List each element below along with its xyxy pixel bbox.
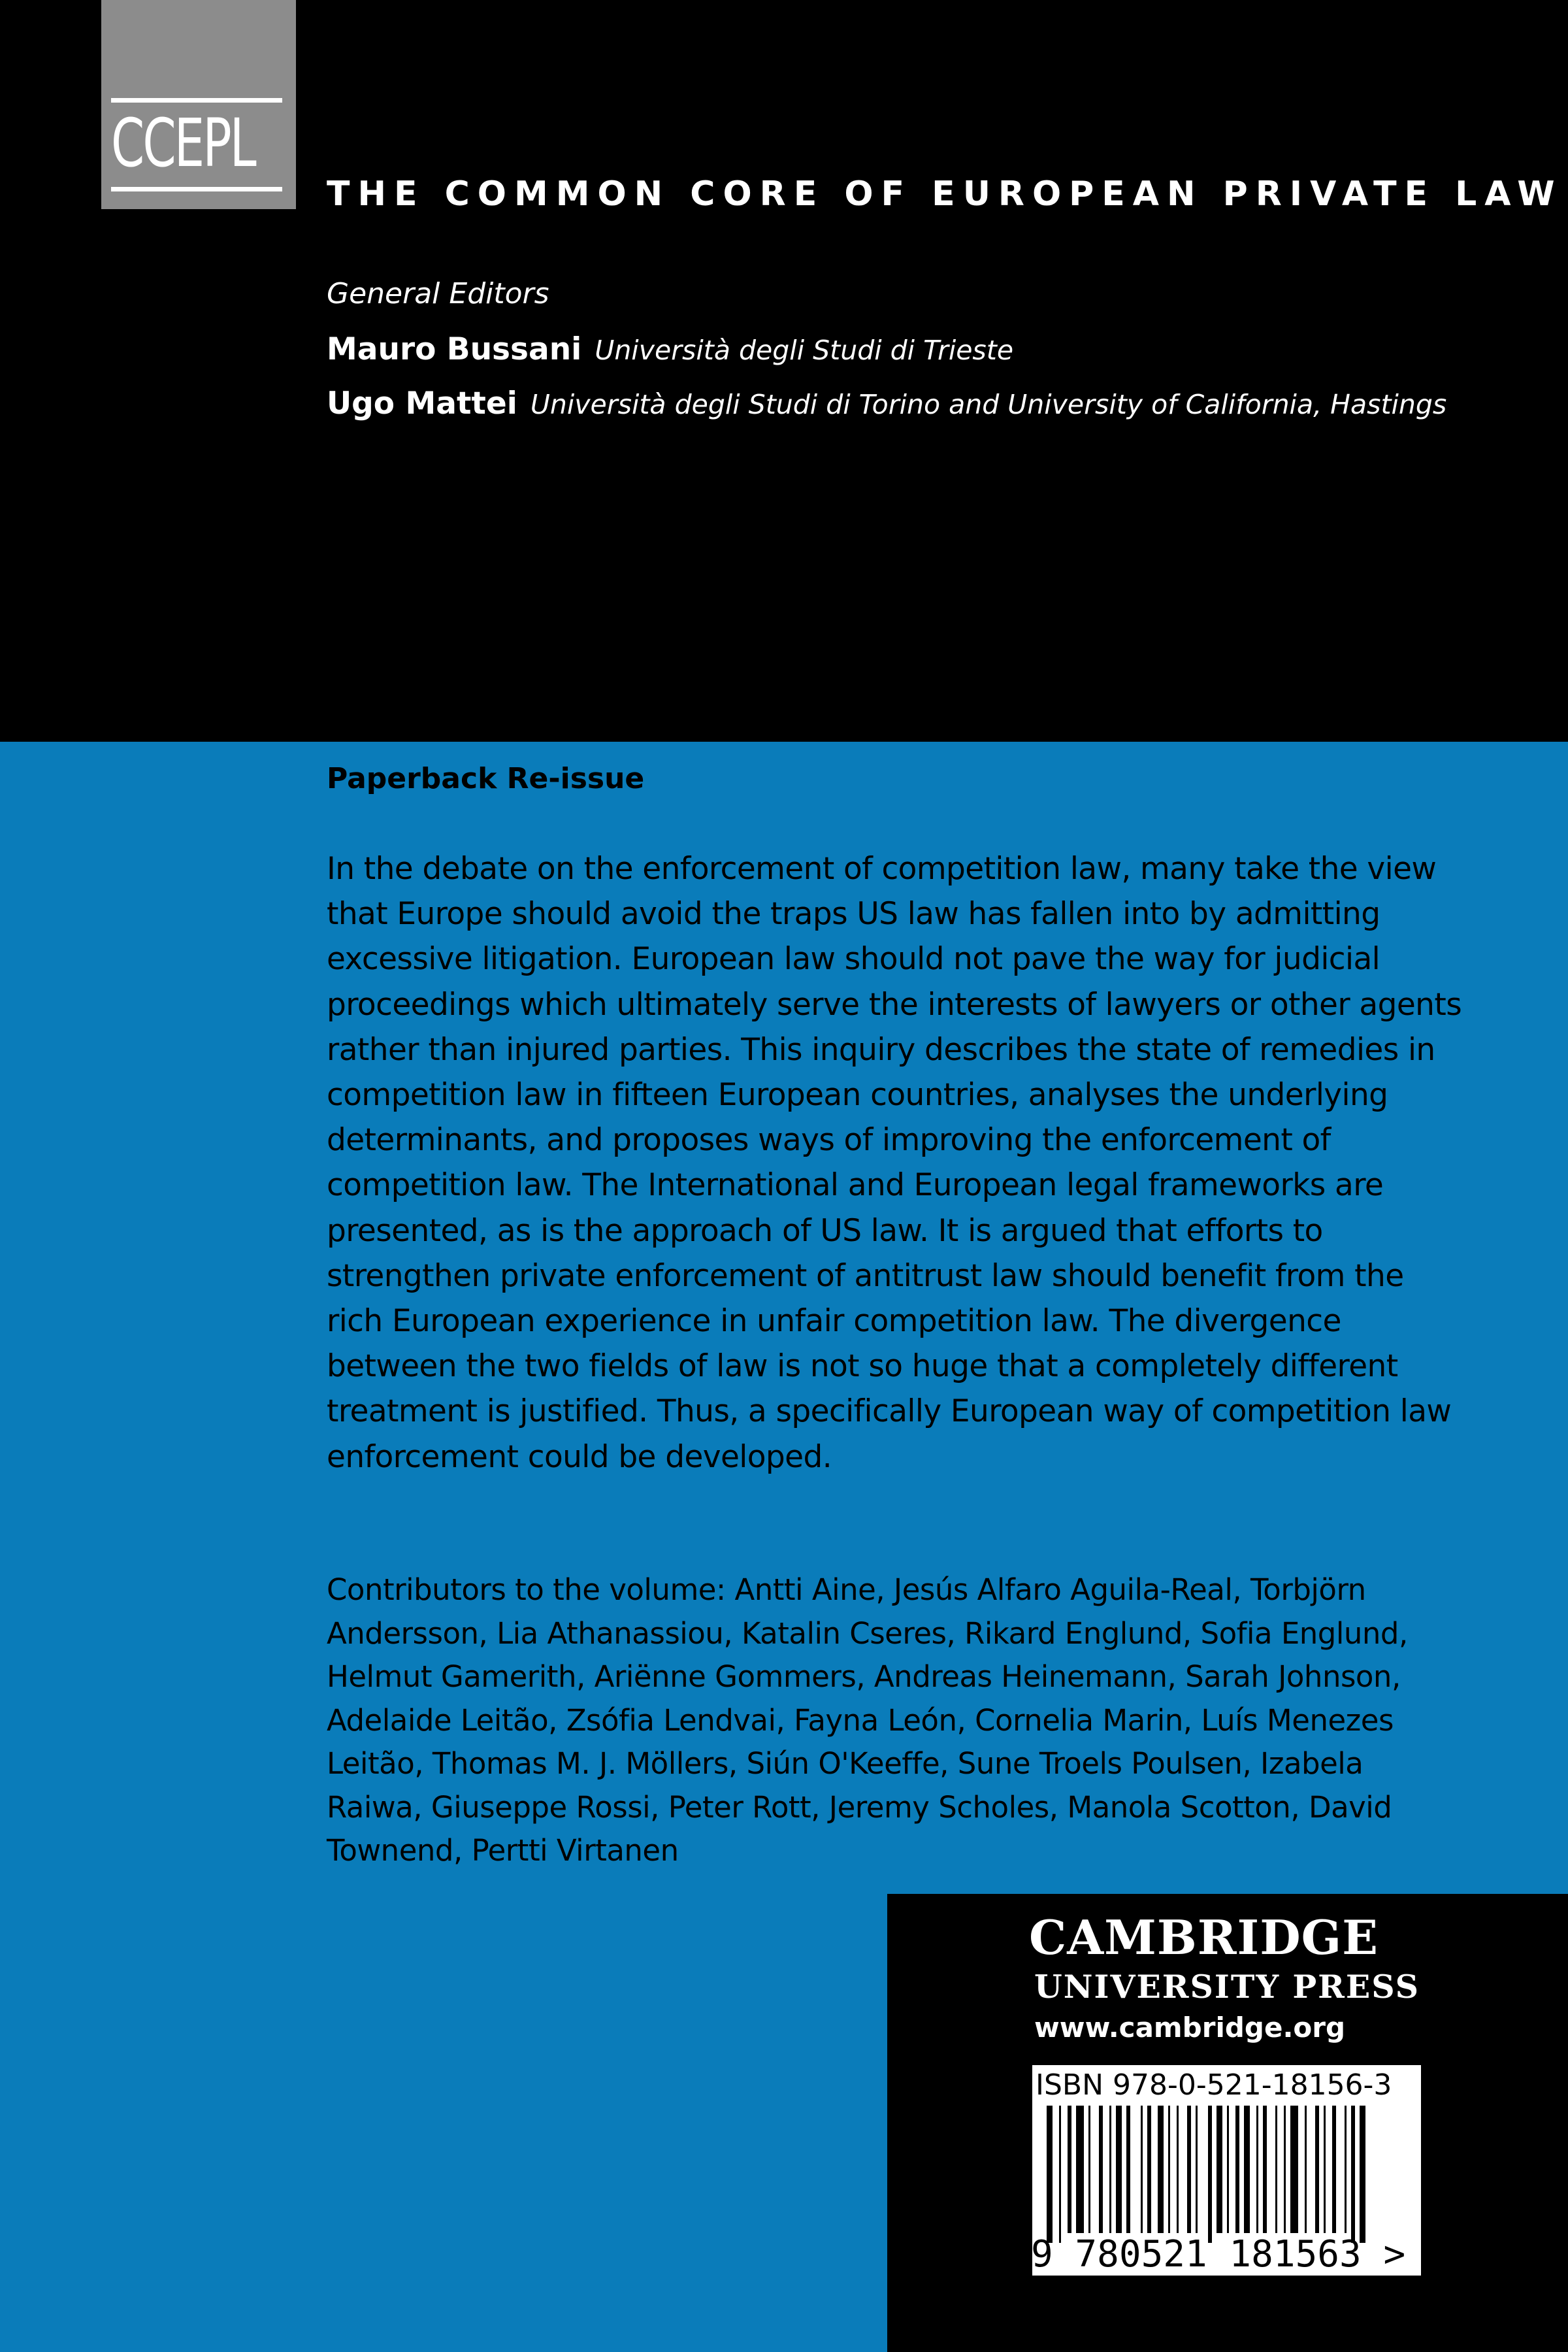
blurb-paragraph: In the debate on the enforcement of competition law, many take the view that Europe should avoid the traps US law has fallen into by admitting excessive litigation. European law should not pave the way for judicial proceedings which ultimately serve the interests of lawyers or other agents rather than injured parties. This inquiry describes the state of remedies in competition law in fifteen European countries, analyses the underlying determinants, and proposes ways of improving the enforcement of competition law. The International and European legal frameworks are presented, as is the approach of US law. It is argued that efforts to strengthen private enforcement of antitrust law should benefit from the rich European experience in unfair competition law. The divergence between the two fields of law is not so huge that a completely different treatment is justified. Thus, a specifically European way of competition law enforcement could be developed. — [327, 851, 1462, 1475]
reissue-label: Paperback Re-issue — [327, 762, 645, 795]
editor-line — [327, 330, 1013, 376]
publisher-name: CAMBRIDGE — [1029, 1910, 1379, 1965]
logo-rule-top — [111, 98, 282, 103]
series-logo: CCEPL — [111, 105, 255, 182]
contributors-paragraph: Contributors to the volume: Antti Aine, Jesús Alfaro Aguila-Real, Torbjörn Andersson, Lia Athanassiou, Katalin Cseres, Rikard Englund, Sofia Englund, Helmut Gamerith, Ariënne Gommers, Andreas Heinemann, Sarah Johnson, Adelaide Leitão, Zsófia Lendvai, Fayna León, Cornelia Marin, Luís Menezes Leitão, Thomas M. J. Möllers, Siún O'Keeffe, Sune Troels Poulsen, Izabela Raiwa, Giuseppe Rossi, Peter Rott, Jeremy Scholes, Manola Scotton, David Townend, Pertti Virtanen — [327, 1572, 1408, 1868]
editor-affiliation: Università degli Studi di Torino and University of California, Hastings — [530, 389, 1447, 420]
editor-name: Mauro Bussani — [327, 331, 582, 367]
logo-rule-bottom — [111, 187, 282, 191]
series-title: THE COMMON CORE OF EUROPEAN PRIVATE LAW — [327, 174, 1563, 214]
editor-name: Ugo Mattei — [327, 386, 517, 422]
publisher-subtitle: UNIVERSITY PRESS — [1034, 1968, 1420, 2006]
editor-affiliation: Università degli Studi di Trieste — [595, 335, 1014, 366]
publisher-url: www.cambridge.org — [1034, 2012, 1346, 2044]
barcode-digits: 9 780521 181563 > — [1031, 2233, 1406, 2276]
general-editors-heading: General Editors — [327, 277, 549, 310]
editor-line — [327, 384, 1446, 430]
isbn-label: ISBN 978-0-521-18156-3 — [1036, 2068, 1392, 2102]
